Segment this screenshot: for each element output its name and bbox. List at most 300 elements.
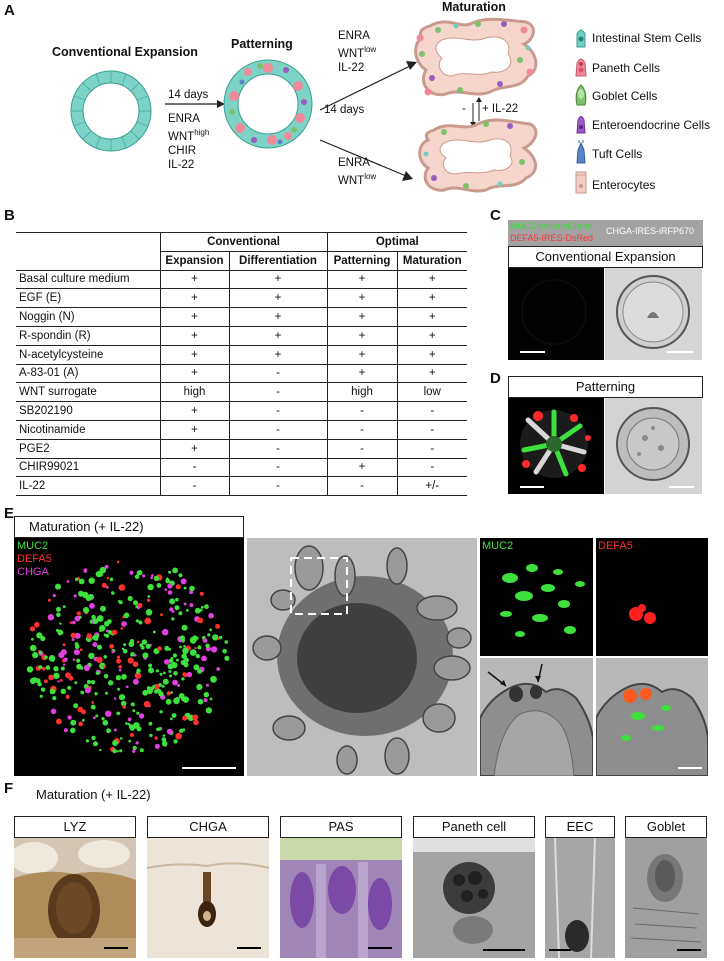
fluorescent-spot — [109, 644, 114, 649]
fluorescent-spot — [168, 663, 174, 669]
fluorescent-spot — [97, 645, 102, 650]
fluorescent-spot — [157, 583, 162, 588]
fluorescent-spot — [133, 600, 138, 605]
fluorescent-spot — [155, 736, 158, 739]
fluorescent-spot — [195, 608, 201, 614]
fluorescent-spot — [85, 687, 91, 693]
fluorescent-spot — [83, 568, 87, 572]
fluorescent-spot — [112, 740, 118, 746]
table-cell: - — [327, 477, 397, 496]
fluorescent-spot — [164, 659, 170, 665]
fluorescent-spot — [173, 653, 177, 657]
fluorescent-spot — [201, 656, 207, 662]
fluorescent-spot — [51, 709, 57, 715]
fluorescent-spot — [103, 665, 106, 668]
fluorescent-spot — [184, 662, 187, 665]
fluorescent-spot — [103, 720, 109, 726]
table-row — [16, 458, 467, 477]
fluorescent-spot — [63, 690, 66, 693]
stain-label-eec: EEC — [545, 816, 615, 838]
fluorescent-spot — [136, 669, 140, 673]
fluorescent-spot — [74, 681, 77, 684]
condition-wnt: $WNT^{high}$ — [168, 128, 210, 143]
fluorescent-spot — [155, 744, 160, 749]
matured-organoid-upper — [408, 14, 548, 100]
fluorescent-spot — [139, 713, 144, 718]
fluorescent-spot — [224, 640, 228, 644]
fluorescent-spot — [183, 645, 186, 648]
fluorescent-spot — [39, 651, 43, 655]
fluorescent-spot — [44, 679, 48, 683]
fluorescent-spot — [196, 684, 202, 690]
panel-letter-d: D — [490, 370, 501, 387]
fluorescent-spot — [198, 699, 204, 705]
fluorescent-spot — [164, 646, 169, 651]
fluorescent-spot — [96, 657, 102, 663]
fluorescent-spot — [140, 643, 144, 647]
fluorescent-spot — [168, 670, 171, 673]
legend-icon-enteroendocrine — [574, 112, 588, 134]
fluorescent-spot — [172, 713, 177, 718]
table-cell: - — [160, 477, 229, 496]
fluorescent-spot — [76, 659, 80, 663]
fluorescent-spot — [64, 728, 68, 732]
fluorescent-spot — [169, 598, 175, 604]
fluorescent-spot — [176, 584, 181, 589]
fluorescent-spot — [181, 677, 184, 680]
fluorescent-spot — [121, 621, 127, 627]
table-cell: - — [229, 402, 327, 421]
fluorescent-spot — [194, 647, 196, 649]
fluorescent-spot — [104, 634, 107, 637]
fluorescent-spot — [169, 675, 172, 678]
group-header-optimal: Optimal — [327, 233, 467, 252]
patterning-organoid — [220, 56, 316, 152]
fluorescent-spot — [190, 649, 197, 656]
fluorescent-spot — [182, 672, 186, 676]
fluorescent-spot — [135, 574, 140, 579]
fluorescent-spot — [48, 614, 54, 620]
fluorescent-spot — [128, 596, 133, 601]
fluorescent-spot — [116, 659, 121, 664]
legend-muc2-mneongreen: MUC2-mNeonGreen — [510, 221, 593, 231]
fluorescent-spot — [80, 666, 83, 669]
arrow1-conditions — [168, 112, 209, 172]
fluorescent-spot — [131, 702, 135, 706]
condition-enra: ENRA — [168, 113, 200, 125]
table-cell: + — [327, 364, 397, 383]
fluorescent-spot — [128, 740, 131, 743]
fluorescent-spot — [172, 610, 175, 613]
fluorescent-spot — [34, 622, 40, 628]
fluorescent-spot — [74, 594, 77, 597]
table-row — [16, 308, 467, 327]
fluorescent-spot — [116, 712, 120, 716]
fluorescent-spot — [204, 604, 209, 609]
table-cell: - — [430, 423, 435, 436]
fluorescent-spot — [80, 648, 83, 651]
legend-defa5-dsred: DEFA5-IRES-DsRed — [510, 233, 594, 243]
fluorescent-spot — [61, 667, 65, 671]
fluorescent-spot — [106, 728, 111, 733]
table-cell: + — [327, 270, 397, 289]
fluorescent-spot — [138, 621, 142, 625]
fluorescent-spot — [84, 665, 90, 671]
fluorescent-spot — [182, 625, 188, 631]
fluorescent-spot — [49, 655, 56, 662]
legend-icon-paneth — [574, 55, 588, 77]
fluorescent-spot — [40, 636, 45, 641]
table-cell: - — [229, 383, 327, 402]
legend-goblet-label: Goblet Cells — [592, 89, 658, 103]
table-cell: +/- — [425, 480, 440, 493]
table-cell: + — [160, 420, 229, 439]
fluorescent-spot — [137, 571, 141, 575]
fluorescent-spot — [32, 652, 38, 658]
conventional-fluorescence-image — [508, 268, 604, 360]
row-label: CHIR99021 — [16, 458, 160, 477]
fluorescent-spot — [30, 626, 35, 631]
table-row — [16, 364, 467, 383]
fluorescent-spot — [60, 679, 63, 682]
fluorescent-spot — [89, 578, 95, 584]
fluorescent-spot — [86, 633, 92, 639]
fluorescent-spot — [156, 669, 159, 672]
fluorescent-spot — [88, 653, 94, 659]
fluorescent-spot — [114, 729, 117, 732]
table-cell: + — [428, 273, 436, 286]
fluorescent-spot — [184, 603, 187, 606]
fluorescent-spot — [173, 671, 178, 676]
fluorescent-spot — [192, 714, 198, 720]
fluorescent-spot — [93, 618, 99, 624]
channel-label-chga: CHGA — [17, 566, 49, 578]
fluorescent-spot — [78, 591, 84, 597]
fluorescent-spot — [204, 692, 209, 697]
fluorescent-spot — [184, 587, 187, 590]
fluorescent-spot — [108, 630, 112, 634]
column-differentiation: Differentiation — [229, 251, 327, 270]
expansion-organoid — [66, 66, 156, 156]
fluorescent-spot — [210, 698, 213, 701]
fluorescent-spot — [142, 652, 148, 658]
fluorescent-spot — [112, 749, 116, 753]
table-cell: + — [160, 364, 229, 383]
fluorescent-spot — [128, 723, 131, 726]
chga-stain-image — [147, 838, 269, 958]
fluorescent-spot — [63, 605, 66, 608]
fluorescent-spot — [112, 630, 117, 635]
fluorescent-spot — [175, 598, 179, 602]
fluorescent-spot — [73, 659, 76, 662]
fluorescent-spot — [122, 705, 126, 709]
legend-icon-stem — [574, 26, 588, 48]
fluorescent-spot — [82, 719, 85, 722]
zoom-brightfield-image — [480, 658, 593, 776]
fluorescent-spot — [27, 666, 33, 672]
fluorescent-spot — [181, 578, 187, 584]
toggle-plus-il22: + IL-22 — [482, 103, 519, 115]
fluorescent-spot — [169, 659, 174, 664]
fluorescent-spot — [121, 674, 127, 680]
fluorescent-spot — [111, 591, 115, 595]
fluorescent-spot — [111, 650, 114, 653]
fluorescent-spot — [181, 653, 187, 659]
fluorescent-spot — [94, 692, 97, 695]
table-cell: + — [327, 308, 397, 327]
fluorescent-spot — [130, 652, 134, 656]
fluorescent-spot — [166, 699, 172, 705]
maturation-title: Maturation — [442, 0, 506, 14]
fluorescent-spot — [162, 685, 165, 688]
table-cell: + — [327, 345, 397, 364]
fluorescent-spot — [132, 709, 135, 712]
fluorescent-spot — [168, 590, 173, 595]
fluorescent-spot — [164, 588, 167, 591]
fluorescent-spot — [114, 697, 116, 699]
fluorescent-spot — [61, 649, 67, 655]
fluorescent-spot — [57, 680, 59, 682]
fluorescent-spot — [136, 619, 139, 622]
legend-chga-irfp670: CHGA-IRES-iRFP670 — [606, 226, 695, 236]
legend-icon-tuft — [574, 140, 588, 164]
table-cell: + — [229, 326, 327, 345]
fluorescent-spot — [197, 645, 201, 649]
fluorescent-spot — [99, 630, 102, 633]
fluorescent-spot — [140, 748, 144, 752]
row-label: SB202190 — [16, 402, 160, 421]
fluorescent-spot — [224, 656, 229, 661]
zoom-muc2-label: MUC2 — [482, 540, 514, 552]
group-header-conventional: Conventional — [160, 233, 327, 252]
table-row — [16, 289, 467, 308]
fluorescent-spot — [177, 684, 180, 687]
fluorescent-spot — [176, 659, 179, 662]
fluorescent-spot — [163, 679, 169, 685]
table-cell: + — [428, 348, 436, 361]
fluorescent-spot — [75, 644, 80, 649]
table-cell: + — [327, 289, 397, 308]
fluorescent-spot — [77, 611, 81, 615]
fluorescent-spot — [182, 716, 187, 721]
fluorescent-spot — [110, 578, 114, 582]
fluorescent-spot — [162, 629, 169, 636]
table-cell: low — [423, 386, 441, 399]
table-cell: + — [428, 311, 436, 324]
fluorescent-spot — [105, 711, 111, 717]
fluorescent-spot — [204, 698, 208, 702]
fluorescent-spot — [193, 720, 199, 726]
patterning-fluorescence-image — [508, 398, 604, 494]
fluorescent-spot — [197, 618, 203, 624]
fluorescent-spot — [136, 712, 139, 715]
table-cell: + — [327, 326, 397, 345]
panel-letter-f: F — [4, 780, 14, 797]
fluorescent-spot — [159, 710, 162, 713]
fluorescent-spot — [63, 643, 66, 646]
fluorescent-spot — [148, 664, 152, 668]
fluorescent-spot — [151, 574, 154, 577]
fluorescent-spot — [91, 680, 95, 684]
fluorescent-spot — [180, 635, 185, 640]
fluorescent-spot — [147, 688, 153, 694]
fluorescent-spot — [116, 675, 121, 680]
fluorescent-spot — [178, 611, 182, 615]
table-cell: - — [327, 420, 397, 439]
legend-enterocyte-label: Enterocytes — [592, 178, 656, 192]
fluorescent-spot — [207, 633, 210, 636]
fluorescent-spot — [79, 579, 85, 585]
upper-condition-enra: ENRA — [338, 30, 370, 42]
fluorescent-spot — [167, 583, 172, 588]
table-cell: - — [327, 439, 397, 458]
fluorescent-spot — [123, 643, 126, 646]
fluorescent-spot — [144, 701, 151, 708]
stain-label-pas: PAS — [280, 816, 402, 838]
lower-condition-wnt: $WNT^{low}$ — [338, 172, 377, 187]
zoom-defa5-image — [596, 538, 708, 656]
fluorescent-spot — [178, 573, 182, 577]
row-label: A-83-01 (A) — [16, 364, 160, 383]
fluorescent-spot — [91, 736, 95, 740]
fluorescent-spot — [50, 689, 56, 695]
table-cell: + — [160, 402, 229, 421]
table-cell: - — [229, 477, 327, 496]
legend-icon-goblet — [574, 84, 588, 106]
fluorescent-spot — [150, 576, 153, 579]
fluorescent-spot — [147, 595, 150, 598]
fluorescent-spot — [63, 664, 65, 666]
fluorescent-spot — [103, 655, 107, 659]
upper-condition-wnt: $WNT^{low}$ — [338, 45, 377, 60]
fluorescent-spot — [73, 703, 78, 708]
fluorescent-spot — [149, 722, 153, 726]
fluorescent-spot — [101, 717, 104, 720]
fluorescent-spot — [78, 722, 83, 727]
fluorescent-spot — [175, 697, 180, 702]
fluorescent-spot — [53, 594, 56, 597]
fluorescent-spot — [182, 648, 188, 654]
fluorescent-spot — [80, 691, 84, 695]
fluorescent-spot — [126, 686, 129, 689]
fluorescent-spot — [119, 694, 125, 700]
table-cell: + — [229, 270, 327, 289]
row-label: N-acetylcysteine — [16, 345, 160, 364]
table-cell: - — [229, 458, 327, 477]
table-cell: high — [160, 383, 229, 402]
fluorescent-spot — [100, 606, 106, 612]
fluorescent-spot — [142, 574, 145, 577]
panel-c-title: Conventional Expansion — [508, 246, 703, 268]
fluorescent-spot — [70, 728, 76, 734]
fluorescent-spot — [64, 658, 68, 662]
legend-paneth-label: Paneth Cells — [592, 61, 661, 75]
fluorescent-spot — [206, 707, 212, 713]
panel-letter-e: E — [4, 505, 15, 522]
fluorescent-spot — [167, 729, 173, 735]
fluorescent-spot — [144, 618, 151, 625]
fluorescent-spot — [137, 641, 140, 644]
goblet-em-image — [625, 838, 707, 958]
fluorescent-spot — [186, 609, 189, 612]
row-label: R-spondin (R) — [16, 326, 160, 345]
arrow1-days: 14 days — [168, 89, 209, 101]
fluorescent-spot — [89, 603, 95, 609]
row-label: Nicotinamide — [16, 420, 160, 439]
fluorescent-spot — [205, 644, 209, 648]
fluorescent-spot — [92, 642, 97, 647]
fluorescent-spot — [123, 649, 128, 654]
fluorescent-spot — [215, 624, 220, 629]
fluorescent-spot — [53, 673, 59, 679]
fluorescent-spot — [153, 631, 156, 634]
eec-em-image — [545, 838, 615, 958]
fluorescent-spot — [128, 658, 134, 664]
panel-letter-b: B — [4, 207, 15, 224]
fluorescent-spot — [129, 641, 135, 647]
fluorescent-spot — [117, 750, 119, 752]
row-label: Noggin (N) — [16, 308, 160, 327]
row-label: EGF (E) — [16, 289, 160, 308]
fluorescent-spot — [124, 613, 130, 619]
fluorescent-spot — [46, 665, 51, 670]
zoom-merge-image — [596, 658, 708, 776]
fluorescent-spot — [96, 671, 100, 675]
legend-enteroendocrine-label: Enteroendocrine Cells — [592, 118, 711, 132]
table-cell: - — [160, 458, 229, 477]
row-label: IL-22 — [16, 477, 160, 496]
fluorescent-spot — [31, 638, 34, 641]
fluorescent-spot — [89, 594, 94, 599]
lower-condition-enra: ENRA — [338, 157, 370, 169]
fluorescent-spot — [91, 701, 94, 704]
fluorescent-spot — [210, 676, 217, 683]
fluorescent-spot — [72, 621, 76, 625]
fluorescent-spot — [158, 691, 163, 696]
fluorescent-spot — [130, 571, 134, 575]
fluorescent-spot — [192, 635, 198, 641]
fluorescent-spot — [149, 734, 152, 737]
culture-conditions-table — [16, 232, 467, 496]
fluorescent-spot — [117, 656, 120, 659]
table-row — [16, 420, 467, 439]
fluorescent-spot — [216, 667, 220, 671]
fluorescent-spot — [132, 750, 135, 753]
fluorescent-spot — [200, 592, 204, 596]
upper-condition-il22: IL-22 — [338, 61, 365, 74]
fluorescent-spot — [59, 622, 61, 624]
table-cell: + — [428, 292, 436, 305]
fluorescent-spot — [67, 580, 70, 583]
fluorescent-spot — [148, 667, 154, 673]
fluorescent-spot — [56, 719, 62, 725]
table-row — [16, 270, 467, 289]
lower-conditions — [338, 156, 376, 188]
fluorescent-spot — [146, 644, 151, 649]
fluorescent-spot — [44, 656, 48, 660]
fluorescent-spot — [201, 606, 204, 609]
fluorescent-spot — [163, 672, 166, 675]
fluorescent-spot — [128, 718, 132, 722]
condition-chir: CHIR — [168, 144, 197, 157]
fluorescent-spot — [182, 696, 189, 703]
fluorescent-spot — [56, 607, 61, 612]
fluorescent-spot — [120, 737, 123, 740]
fluorescent-spot — [208, 613, 214, 619]
paneth-em-image — [413, 838, 535, 958]
fluorescent-spot — [67, 715, 71, 719]
channel-label-defa5: DEFA5 — [17, 553, 52, 565]
